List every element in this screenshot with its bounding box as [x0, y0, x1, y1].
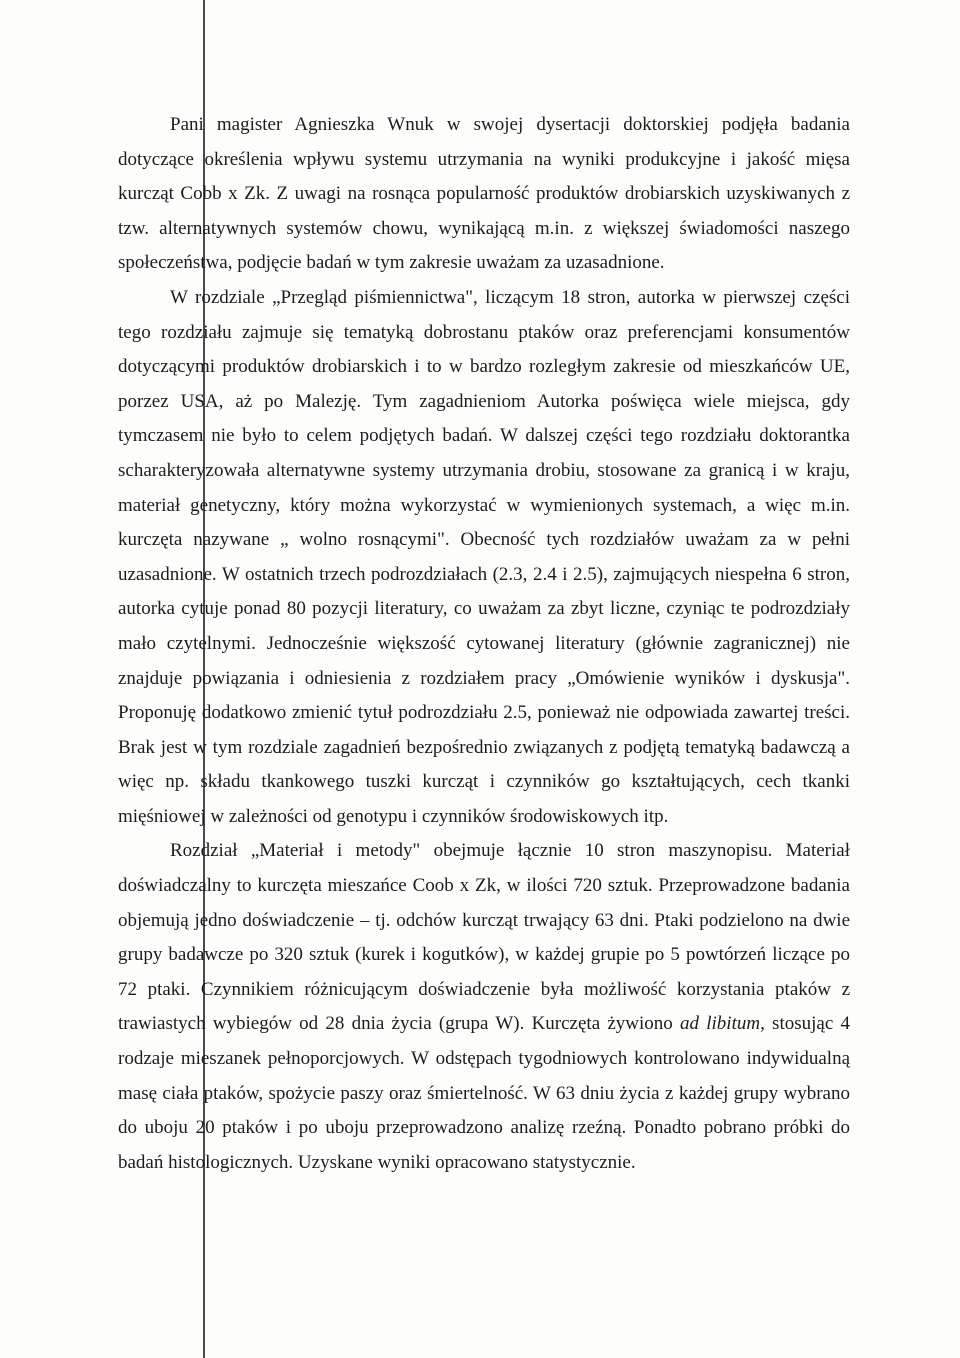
paragraph-materials-methods-part2: , stosując 4 rodzaje mieszanek pełnoporcjowych. W odstępach tygodniowych kontrolowano indywidualną masę ciała ptaków, spożycie paszy oraz śmiertelność. W 63 dniu życia z każdej grupy wybrano do uboju 20 ptaków i po uboju przeprowadzono analizę rzeźną. Ponadto pobrano próbki do badań histologicznych. Uzyskane wyniki opracowano statystycznie.: [118, 1013, 850, 1173]
paragraph-introduction: Pani magister Agnieszka Wnuk w swojej dysertacji doktorskiej podjęła badania dotyczące określenia wpływu systemu utrzymania na wyniki produkcyjne i jakość mięsa kurcząt Cobb x Zk. Z uwagi na rosnąca popularność produktów drobiarskich uzyskiwanych z tzw. alternatywnych systemów chowu, wynikającą m.in. z większej świadomości naszego społeczeństwa, podjęcie badań w tym zakresie uważam za uzasadnione.: [118, 114, 850, 274]
paragraph-literature-review: W rozdziale „Przegląd piśmiennictwa", liczącym 18 stron, autorka w pierwszej części tego rozdziału zajmuje się tematyką dobrostanu ptaków oraz preferencjami konsumentów dotyczącymi produktów drobiarskich i to w bardzo rozległym zakresie od mieszkańców UE, porzez USA, aż po Malezję. Tym zagadnieniom Autorka poświęca wiele miejsca, gdy tymczasem nie było to celem podjętych badań. W dalszej części tego rozdziału doktorantka scharakteryzowała alternatywne systemy utrzymania drobiu, stosowane za granicą i w kraju, materiał genetyczny, który można wykorzystać w wymienionych systemach, a więc m.in. kurczęta nazywane „ wolno rosnącymi". Obecność tych rozdziałów uważam za w pełni uzasadnione. W ostatnich trzech podrozdziałach (2.3, 2.4 i 2.5), zajmujących niespełna 6 stron, autorka cytuje ponad 80 pozycji literatury, co uważam za zbyt liczne, czyniąc te podrozdziały mało czytelnymi. Jednocześnie większość cytowanej literatury (głównie zagranicznej) nie znajduje powiązania i odniesienia z rozdziałem pracy „Omówienie wyników i dyskusja". Proponuję dodatkowo zmienić tytuł podrozdziału 2.5, ponieważ nie odpowiada zawartej treści. Brak jest w tym rozdziale zagadnień bezpośrednio związanych z podjętą tematyką badawczą a więc np. składu tkankowego tuszki kurcząt i czynników go kształtujących, cech tkanki mięśniowej w zależności od genotypu i czynników środowiskowych itp.: [118, 286, 850, 827]
document-body: [118, 108, 850, 1180]
paragraph-materials-methods-italic: ad libitum: [680, 1013, 761, 1035]
paragraph-materials-methods: [118, 834, 850, 1180]
paragraph-materials-methods-part1: Rozdział „Materiał i metody" obejmuje łącznie 10 stron maszynopisu. Materiał doświadczalny to kurczęta mieszańce Coob x Zk, w ilości 720 sztuk. Przeprowadzone badania objemują jedno doświadczenie – tj. odchów kurcząt trwający 63 dni. Ptaki podzielono na dwie grupy badawcze po 320 sztuk (kurek i kogutków), w każdej grupie po 5 powtórzeń liczące po 72 ptaki. Czynnikiem różnicującym doświadczenie była możliwość korzystania ptaków z trawiastych wybiegów od 28 dnia życia (grupa W). Kurczęta żywiono: [118, 840, 850, 1035]
